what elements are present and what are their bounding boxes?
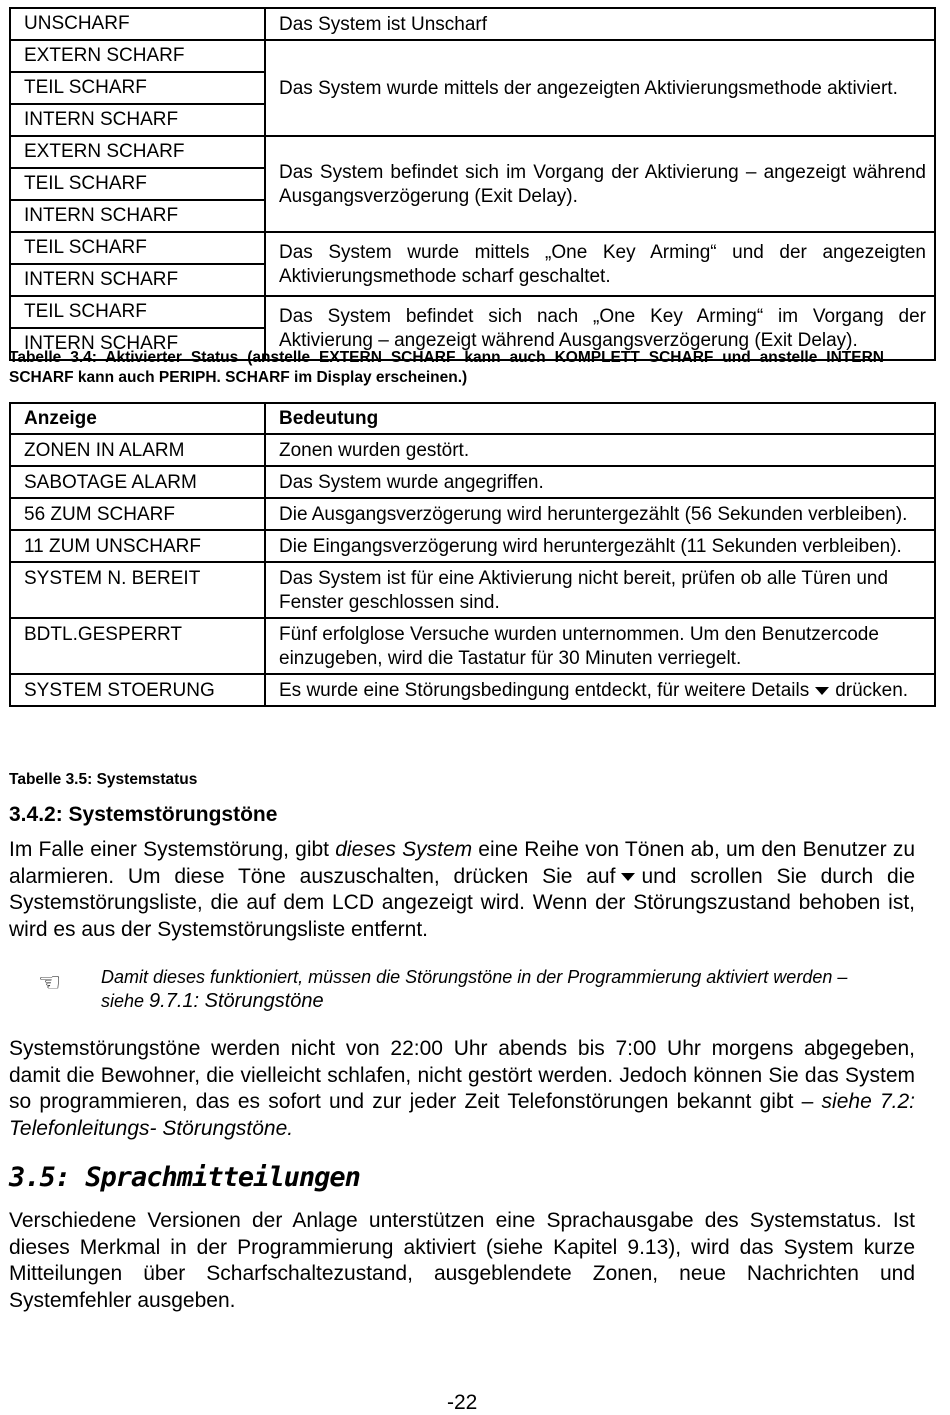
- page-number: -22: [447, 1391, 478, 1414]
- meaning-text: Das System ist für eine Aktivierung nicht bereit, prüfen ob alle Türen und Fenster geschlossen sind.: [265, 562, 935, 618]
- display-label: SYSTEM N. BEREIT: [10, 562, 265, 618]
- status-label: UNSCHARF: [10, 8, 265, 40]
- pointing-hand-icon: ☜: [38, 967, 62, 997]
- body-paragraph: [9, 1036, 915, 1142]
- table-caption: Tabelle 3.5: Systemstatus: [9, 771, 198, 788]
- text-run: Systemstörungstöne werden nicht von 22:00 Uhr abends bis 7:00 Uhr morgens abgegeben, damit die Bewohner, die vielleicht schlafen, nicht gestört werden. Jedoch können Sie das System so programmieren, das es sofort und zur jeder Zeit Telefonstörungen bekannt gibt –: [9, 1037, 915, 1113]
- status-label: TEIL SCHARF: [10, 72, 265, 104]
- section-heading: 3.4.2: Systemstörungstöne: [9, 803, 278, 826]
- table-row: [10, 232, 935, 264]
- status-label: EXTERN SCHARF: [10, 40, 265, 72]
- table-row: [10, 40, 935, 72]
- meaning-text-part: Es wurde eine Störungsbedingung entdeckt, für weitere Details: [279, 680, 810, 701]
- table-row: [10, 498, 935, 530]
- status-description: Das System befindet sich im Vorgang der Aktivierung – angezeigt während Ausgangsverzögerung (Exit Delay).: [265, 136, 935, 232]
- meaning-text: Fünf erfolglose Versuche wurden unternommen. Um den Benutzercode einzugeben, wird die Tastatur für 30 Minuten verriegelt.: [265, 618, 935, 674]
- italic-text: dieses System: [335, 838, 473, 861]
- status-label: EXTERN SCHARF: [10, 136, 265, 168]
- display-label: SABOTAGE ALARM: [10, 466, 265, 498]
- display-label: ZONEN IN ALARM: [10, 434, 265, 466]
- meaning-text-part: drücken.: [835, 680, 909, 701]
- meaning-text: Die Ausgangsverzögerung wird heruntergezählt (56 Sekunden verbleiben).: [265, 498, 935, 530]
- status-label: INTERN SCHARF: [10, 104, 265, 136]
- system-status-table: [9, 402, 936, 707]
- text-run: Im Falle einer Systemstörung, gibt: [9, 838, 336, 861]
- body-paragraph: [9, 837, 915, 943]
- note-text: [101, 965, 876, 1013]
- status-description: Das System wurde mittels der angezeigten Aktivierungsmethode aktiviert.: [265, 40, 935, 136]
- text-run: eine Reihe von Tönen ab, um den Benutzer zu alarmieren. Um diese Töne auszuschalten, drücken Sie auf: [9, 838, 915, 888]
- table-caption: Tabelle 3.4: Aktivierter Status (anstelle EXTERN SCHARF kann auch KOMPLETT SCHARF und anstelle INTERN SCHARF kann auch PERIPH. SCHARF im Display erscheinen.): [9, 349, 884, 386]
- section-title: 3.5: Sprachmitteilungen: [9, 1162, 360, 1193]
- status-description: Das System wurde mittels „One Key Arming“ und der angezeigten Aktivierungsmethode scharf geschaltet.: [265, 232, 935, 296]
- text-run: und scrollen Sie durch die Systemstörungsliste, die auf dem LCD angezeigt wird. Wenn der Störungszustand behoben ist, wird es aus der Systemstörungsliste entfernt.: [9, 864, 915, 941]
- activated-status-table: [9, 7, 936, 361]
- status-description: Das System ist Unscharf: [265, 8, 935, 40]
- table-row: [10, 466, 935, 498]
- note-body: Damit dieses funktioniert, müssen die Störungstöne in der Programmierung aktiviert werden – siehe: [101, 967, 848, 1011]
- status-label: INTERN SCHARF: [10, 328, 265, 360]
- status-label: TEIL SCHARF: [10, 232, 265, 264]
- display-label: 11 ZUM UNSCHARF: [10, 530, 265, 562]
- table-row: [10, 674, 935, 706]
- display-label: 56 ZUM SCHARF: [10, 498, 265, 530]
- status-description: Das System befindet sich nach „One Key Arming“ im Vorgang der Aktivierung – angezeigt während Ausgangsverzögerung (Exit Delay).: [265, 296, 935, 360]
- status-label: INTERN SCHARF: [10, 264, 265, 296]
- down-triangle-icon: [621, 873, 635, 881]
- meaning-text: Die Eingangsverzögerung wird heruntergezählt (11 Sekunden verbleiben).: [265, 530, 935, 562]
- display-label: SYSTEM STOERUNG: [10, 674, 265, 706]
- meaning-text: Das System wurde angegriffen.: [265, 466, 935, 498]
- status-label: TEIL SCHARF: [10, 296, 265, 328]
- table-row: [10, 136, 935, 168]
- column-header: Bedeutung: [265, 403, 935, 434]
- table-row: [10, 562, 935, 618]
- table-row: [10, 296, 935, 328]
- body-paragraph: Verschiedene Versionen der Anlage unterstützen eine Sprachausgabe des Systemstatus. Ist dieses Merkmal in der Programmierung aktiviert (siehe Kapitel 9.13), wird das System kurze Mitteilungen über Scharfschaltezustand, ausgeblendete Zonen, neue Nachrichten und Systemfehler ausgeben.: [9, 1209, 915, 1312]
- down-triangle-icon: [815, 687, 829, 695]
- column-header: Anzeige: [10, 403, 265, 434]
- meaning-text: [265, 674, 935, 706]
- italic-reference: siehe 7.2: Telefonleitungs- Störungstöne.: [9, 1090, 915, 1140]
- status-label: INTERN SCHARF: [10, 200, 265, 232]
- display-label: BDTL.GESPERRT: [10, 618, 265, 674]
- table-header-row: [10, 403, 935, 434]
- status-label: TEIL SCHARF: [10, 168, 265, 200]
- table-row: [10, 434, 935, 466]
- table-row: [10, 530, 935, 562]
- note-reference: 9.7.1: Störungstöne: [149, 990, 324, 1012]
- table-row: [10, 8, 935, 40]
- meaning-text: Zonen wurden gestört.: [265, 434, 935, 466]
- table-row: [10, 618, 935, 674]
